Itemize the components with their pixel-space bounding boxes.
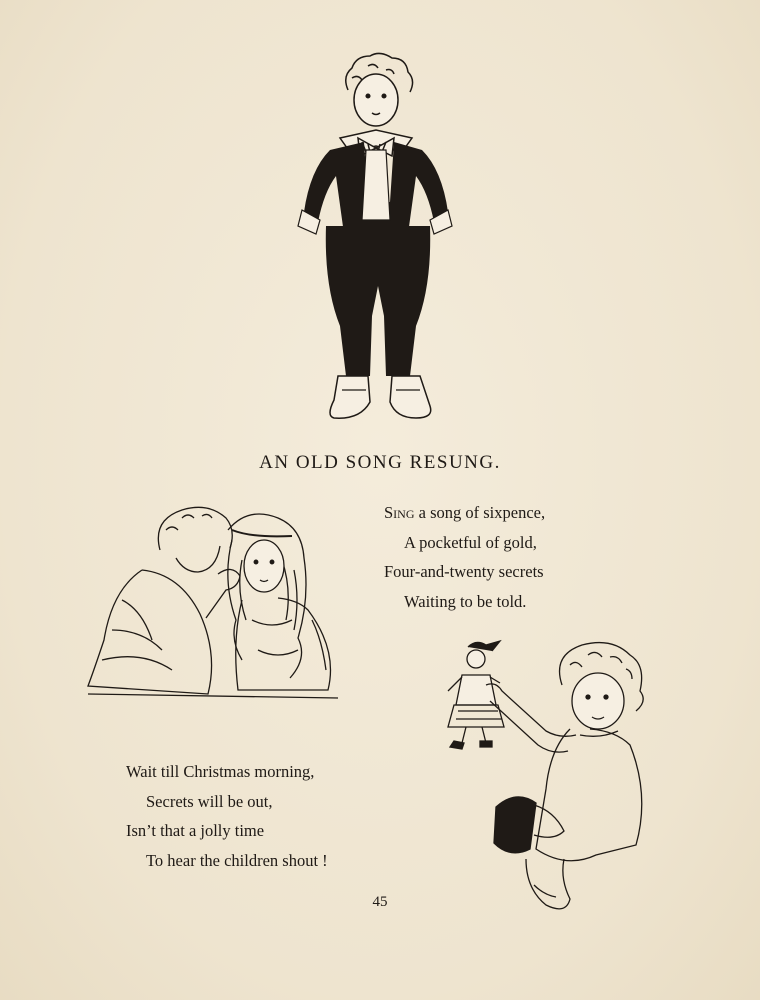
- verse-one: [384, 498, 545, 616]
- verse-two-line-3: Isn’t that a jolly time: [126, 821, 265, 840]
- toddler-with-doll-illustration: [430, 635, 670, 920]
- page-number: 45: [372, 894, 388, 910]
- verse-one-line-4: Waiting to be told.: [404, 591, 527, 611]
- boy-standing-illustration: [290, 50, 460, 430]
- verse-one-dropword: Sing: [384, 503, 415, 522]
- verse-one-line-3: Four-and-twenty secrets: [384, 562, 544, 581]
- children-whispering-illustration: [82, 500, 352, 710]
- verse-two-line-2: Secrets will be out,: [146, 791, 273, 811]
- poem-title: AN OLD SONG RESUNG.: [259, 452, 501, 473]
- verse-one-line-1: [384, 498, 545, 528]
- verse-one-line-1-rest: a song of sixpence,: [414, 503, 546, 522]
- verse-two: [126, 757, 328, 875]
- verse-one-line-2: A pocketful of gold,: [404, 532, 537, 552]
- verse-two-line-4: To hear the children shout !: [146, 850, 328, 870]
- verse-two-line-1: Wait till Christmas morning,: [126, 762, 315, 781]
